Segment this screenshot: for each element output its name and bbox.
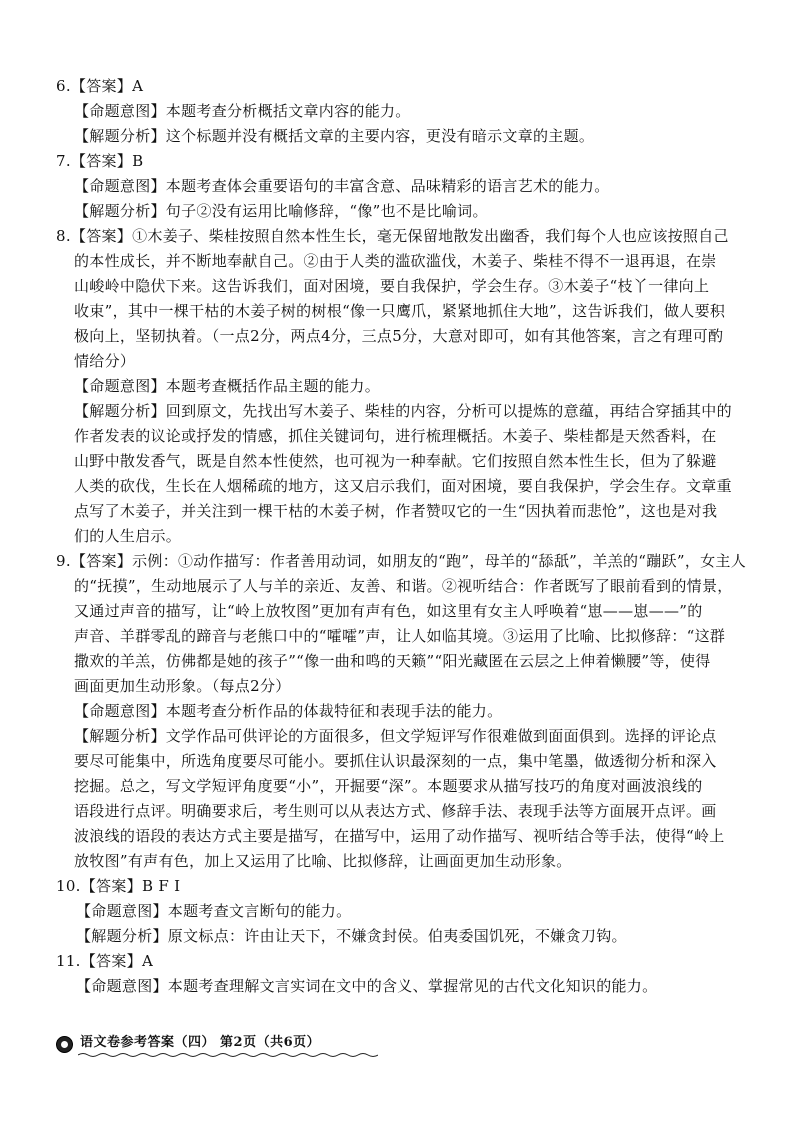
- text-line: 【解题分析】原文标点：许由让天下，不嫌贪封侯。伯夷委国饥死，不嫌贪刀钩。: [76, 927, 627, 945]
- text-line: 【命题意图】本题考查分析作品的体裁特征和表现手法的能力。: [74, 702, 503, 720]
- question-answer-line: 9.【答案】示例：①动作描写：作者善用动词，如朋友的“跑”，母羊的“舔舐”，羊羔的“蹦跃”，女主人: [56, 552, 746, 570]
- answer-key-body: [56, 74, 746, 999]
- text-line: 山峻岭中隐伏下来。这告诉我们，面对困境，要自我保护，学会生存。③木姜子“枝丫一律向上: [74, 277, 710, 295]
- text-line: 【命题意图】本题考查分析概括文章内容的能力。: [74, 102, 411, 120]
- text-line: 极向上，坚韧执着。（一点2分，两点4分，三点5分，大意对即可，如有其他答案，言之有理可酌: [74, 327, 724, 345]
- question-answer-line: 6.【答案】A: [56, 77, 144, 95]
- text-line: 【命题意图】本题考查体会重要语句的丰富含意、品味精彩的语言艺术的能力。: [74, 177, 610, 195]
- text-line: 收束”，其中一棵干枯的木姜子树的树根“像一只鹰爪，紧紧地抓住大地”，这告诉我们，做人要积: [74, 302, 726, 320]
- text-line: 【解题分析】回到原文，先找出写木姜子、柴桂的内容，分析可以提炼的意蕴，再结合穿插其中的: [74, 402, 732, 420]
- text-line: 撒欢的羊羔，仿佛都是她的孩子”“像一曲和鸣的天籁”“阳光藏匿在云层之上伸着懒腰”等，使得: [74, 652, 711, 670]
- footer-wave-decoration: [78, 1052, 378, 1058]
- text-line: 放牧图”有声有色，加上又运用了比喻、比拟修辞，让画面更加生动形象。: [74, 852, 572, 870]
- text-line: 画面更加生动形象。（每点2分）: [74, 677, 291, 695]
- page-footer: [56, 1036, 456, 1062]
- text-line: 【命题意图】本题考查概括作品主题的能力。: [74, 377, 381, 395]
- text-line: 点写了木姜子，并关注到一棵干枯的木姜子树，作者赞叹它的一生“因执着而悲怆”，这也是对我: [74, 502, 718, 520]
- text-line: 【解题分析】句子②没有运用比喻修辞，“像”也不是比喻词。: [74, 202, 488, 220]
- text-line: 【命题意图】本题考查文言断句的能力。: [76, 902, 352, 920]
- publisher-logo-icon: [56, 1036, 73, 1053]
- question-answer-line: 7.【答案】B: [56, 152, 144, 170]
- text-line: 们的人生启示。: [74, 527, 182, 545]
- footer-text: 语文卷参考答案（四） 第2页（共6页）: [80, 1035, 321, 1050]
- text-line: 挖掘。总之，写文学短评角度要“小”，开掘要“深”。本题要求从描写技巧的角度对画波浪线的: [74, 777, 703, 795]
- question-answer-line: 8.【答案】①木姜子、柴桂按照自然本性生长，毫无保留地散发出幽香，我们每个人也应该按照自己: [56, 227, 729, 245]
- text-line: 情给分）: [74, 352, 136, 370]
- text-line: 【解题分析】这个标题并没有概括文章的主要内容，更没有暗示文章的主题。: [74, 127, 595, 145]
- text-line: 语段进行点评。明确要求后，考生则可以从表达方式、修辞手法、表现手法等方面展开点评。画: [74, 802, 717, 820]
- text-line: 作者发表的议论或抒发的情感，抓住关键词句，进行梳理概括。木姜子、柴桂都是天然香料，在: [74, 427, 717, 445]
- text-line: 山野中散发香气，既是自然本性使然，也可视为一种奉献。它们按照自然本性生长，但为了躲避: [74, 452, 717, 470]
- question-answer-line: 11.【答案】A: [56, 952, 154, 970]
- text-line: 【命题意图】本题考查理解文言实词在文中的含义、掌握常见的古代文化知识的能力。: [76, 977, 658, 995]
- text-line: 人类的砍伐，生长在人烟稀疏的地方，这又启示我们，面对困境，要自我保护，学会生存。文章重: [74, 477, 732, 495]
- question-answer-line: 10.【答案】B F I: [56, 877, 181, 895]
- text-line: 的本性成长，并不断地奉献自己。②由于人类的滥砍滥伐，木姜子、柴桂不得不一退再退，在崇: [74, 252, 717, 270]
- text-line: 声音、羊群零乱的蹄音与老熊口中的“嚯嚯”声，让人如临其境。③运用了比喻、比拟修辞：“这群: [74, 627, 726, 645]
- text-line: 【解题分析】文学作品可供评论的方面很多，但文学短评写作很难做到面面俱到。选择的评论点: [74, 727, 717, 745]
- text-line: 波浪线的语段的表达方式主要是描写，在描写中，运用了动作描写、视听结合等手法，使得“岭上: [74, 827, 725, 845]
- text-line: 又通过声音的描写，让“岭上放牧图”更加有声有色，如这里有女主人呼唤着“崽——崽——”的: [74, 602, 703, 620]
- text-line: 要尽可能集中，所选角度要尽可能小。要抓住认识最深刻的一点，集中笔墨，做透彻分析和深入: [74, 752, 717, 770]
- text-line: 的“抚摸”，生动地展示了人与羊的亲近、友善、和谐。②视听结合：作者既写了眼前看到的情景，: [74, 577, 733, 595]
